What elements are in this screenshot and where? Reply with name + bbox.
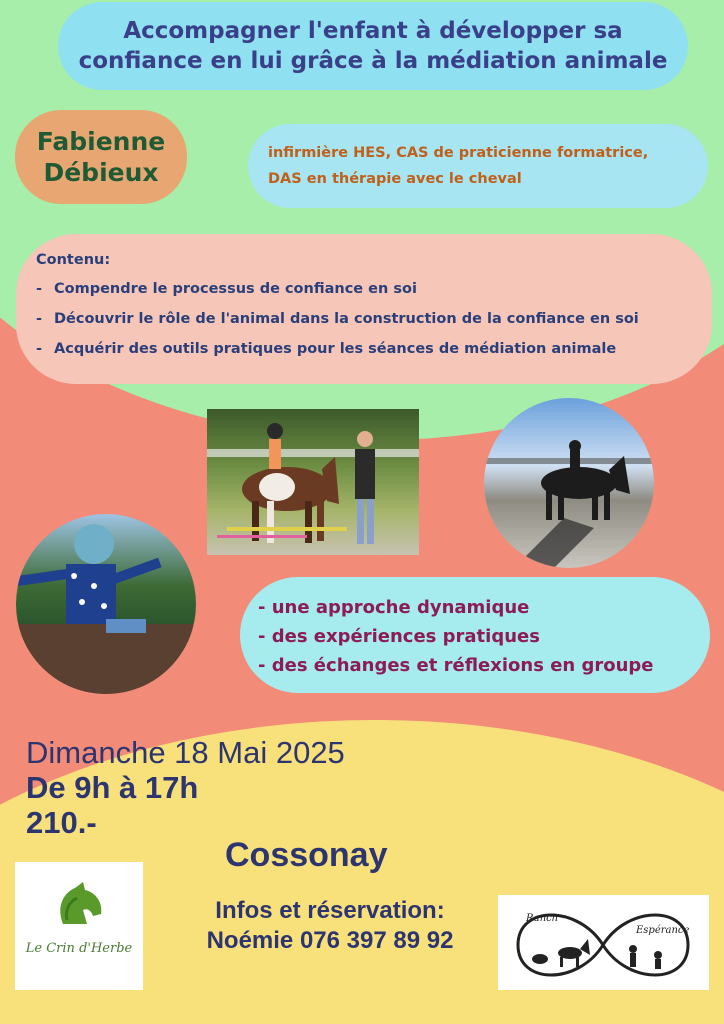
event-location: Cossonay xyxy=(225,836,388,874)
presenter-first-name: Fabienne xyxy=(36,127,166,156)
feature-item: - une approche dynamique xyxy=(258,597,530,618)
presenter-name xyxy=(15,110,187,204)
presenter-last-name: Débieux xyxy=(43,158,159,187)
booking-contact: Noémie 076 397 89 92 xyxy=(206,927,454,954)
content-heading: Contenu: xyxy=(36,252,111,268)
credentials-line-2: DAS en thérapie avec le cheval xyxy=(268,171,522,187)
ranch-esperance-logo xyxy=(498,895,709,990)
horse-head-icon xyxy=(53,880,109,930)
photo-child-on-horse xyxy=(207,409,419,555)
horse-photo-illustration xyxy=(207,409,419,555)
content-item: - Découvrir le rôle de l'animal dans la construction de la confiance en soi xyxy=(36,311,639,327)
feature-item: - des échanges et réflexions en groupe xyxy=(258,655,654,676)
infinity-animals-icon xyxy=(498,895,709,990)
content-item: - Acquérir des outils pratiques pour les séances de médiation animale xyxy=(36,341,617,357)
event-details xyxy=(26,735,345,840)
content-section xyxy=(16,234,712,384)
booking-info xyxy=(160,896,500,956)
crin-d-herbe-label: Le Crin d'Herbe xyxy=(25,941,133,956)
feature-item: - des expériences pratiques xyxy=(258,626,540,647)
content-item-text: Découvrir le rôle de l'animal dans la construction de la confiance en soi xyxy=(54,311,639,327)
content-item-text: Acquérir des outils pratiques pour les séances de médiation animale xyxy=(54,341,617,357)
credentials-line-1: infirmière HES, CAS de praticienne formatrice, xyxy=(268,145,649,161)
crin-d-herbe-logo xyxy=(15,862,143,990)
title-line-2: confiance en lui grâce à la médiation animale xyxy=(78,48,668,74)
content-item-text: Compendre le processus de confiance en soi xyxy=(54,281,417,297)
event-time: De 9h à 17h xyxy=(26,770,199,805)
event-price: 210.- xyxy=(26,805,97,840)
content-item: - Compendre le processus de confiance en soi xyxy=(36,281,417,297)
title-line-1: Accompagner l'enfant à développer sa xyxy=(123,18,623,44)
event-date: Dimanche 18 Mai 2025 xyxy=(26,735,345,770)
silhouette-illustration xyxy=(484,398,654,568)
features-list xyxy=(240,577,710,693)
content-list xyxy=(36,274,712,364)
child-photo-illustration xyxy=(16,514,196,694)
booking-heading: Infos et réservation: xyxy=(215,897,445,924)
photo-horse-silhouette xyxy=(484,398,654,568)
presenter-credentials xyxy=(248,124,708,208)
flyer-title xyxy=(58,2,688,90)
photo-child-arms-open xyxy=(16,514,196,694)
ranch-label: Ranch xyxy=(526,913,559,924)
esperance-label: Espérance xyxy=(636,925,690,936)
